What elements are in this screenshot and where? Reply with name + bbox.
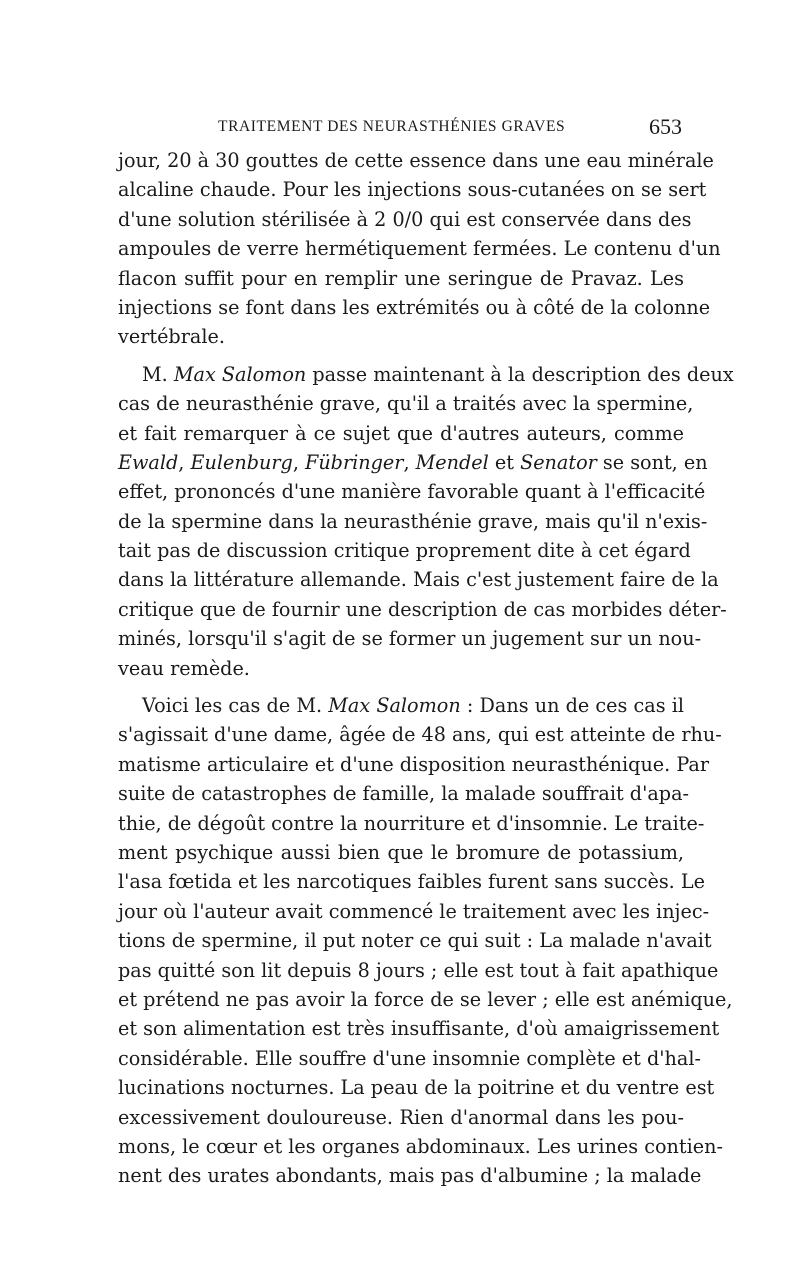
text-line [118, 360, 734, 389]
text-line: ment psychique aussi bien que le bromure de potassium, [118, 840, 684, 864]
text-line: flacon suffit pour en remplir une seringue de Pravaz. Les [118, 266, 684, 290]
text-line: dans la littérature allemande. Mais c'est justement faire de la [118, 568, 719, 592]
text-span: , [292, 450, 306, 474]
text-span: , [403, 450, 416, 474]
author-name: Fübringer [305, 450, 404, 474]
text-line [118, 691, 684, 720]
running-title: TRAITEMENT DES NEURASTHÉNIES GRAVES [218, 118, 566, 135]
page-number: 653 [649, 114, 682, 139]
text-line: suite de catastrophes de famille, la malade souffrait d'apa- [118, 782, 690, 806]
author-name: Senator [520, 450, 597, 474]
text-line: et fait remarquer à ce sujet que d'autres auteurs, comme [118, 421, 684, 445]
text-line: matisme articulaire et d'une disposition neurasthénique. Par [118, 752, 710, 776]
text-line: vertébrale. [118, 325, 225, 349]
text-span: : Dans un de ces cas il [460, 694, 684, 718]
author-name: Mendel [415, 450, 489, 474]
text-line: injections se font dans les extrémités ou à côté de la colonne [118, 295, 711, 319]
text-line: minés, lorsqu'il s'agit de se former un jugement sur un nou- [118, 627, 702, 651]
text-line: d'une solution stérilisée à 2 0/0 qui est conservée dans des [118, 207, 692, 231]
text-line: et son alimentation est très insuffisante, d'où amaigrissement [118, 1017, 720, 1041]
text-span: passe maintenant à la description des deux [306, 362, 734, 386]
text-span: , [178, 450, 191, 474]
text-line: ampoules de verre hermétiquement fermées. Le contenu d'un [118, 237, 721, 261]
text-line: s'agissait d'une dame, âgée de 48 ans, qui est atteinte de rhu- [118, 723, 722, 747]
text-line: tait pas de discussion critique proprement dite à cet égard [118, 539, 691, 563]
paragraph-1 [118, 146, 721, 352]
text-line: tions de spermine, il put noter ce qui suit : La malade n'avait [118, 929, 712, 953]
author-name: Max Salomon [328, 694, 461, 718]
text-span: Voici les cas de M. [142, 694, 329, 718]
author-name: Ewald [118, 450, 179, 474]
text-line: lucinations nocturnes. La peau de la poitrine et du ventre est [118, 1076, 715, 1100]
text-line: considérable. Elle souffre d'une insomnie complète et d'hal- [118, 1046, 701, 1070]
text-span: et [488, 450, 521, 474]
body-text [118, 146, 734, 1191]
text-line: jour, 20 à 30 gouttes de cette essence dans une eau minérale [118, 149, 714, 172]
author-name: Max Salomon [173, 362, 307, 386]
paragraph-2 [118, 360, 734, 683]
text-line: jour où l'auteur avait commencé le traitement avec les injec- [118, 899, 710, 923]
text-line: et prétend ne pas avoir la force de se lever ; elle est anémique, [118, 987, 733, 1011]
text-line [118, 448, 708, 477]
text-line: thie, de dégoût contre la nourriture et d'insomnie. Le traite- [118, 811, 705, 835]
paragraph-3 [118, 691, 733, 1191]
text-line: cas de neurasthénie grave, qu'il a traités avec la spermine, [118, 392, 694, 416]
text-span: se sont, en [596, 450, 708, 474]
text-line: de la spermine dans la neurasthénie grave, mais qu'il n'exis- [118, 509, 708, 533]
text-line: alcaline chaude. Pour les injections sous-cutanées on se sert [118, 178, 707, 202]
text-line: pas quitté son lit depuis 8 jours ; elle est tout à fait apathique [118, 958, 719, 982]
text-line: critique que de fournir une description de cas morbides déter- [118, 597, 727, 621]
text-line: effet, prononcés d'une manière favorable quant à l'efficacité [118, 480, 706, 504]
text-span: M. [142, 362, 174, 386]
author-name: Eulenburg [190, 450, 293, 474]
text-line: l'asa fœtida et les narcotiques faibles furent sans succès. Le [118, 870, 705, 894]
text-line: excessivement douloureuse. Rien d'anormal dans les pou- [118, 1105, 684, 1129]
text-line: nent des urates abondants, mais pas d'albumine ; la malade [118, 1164, 702, 1188]
running-head [118, 114, 684, 144]
text-line: mons, le cœur et les organes abdominaux. Les urines contien- [118, 1134, 723, 1158]
text-line: veau remède. [118, 656, 250, 680]
